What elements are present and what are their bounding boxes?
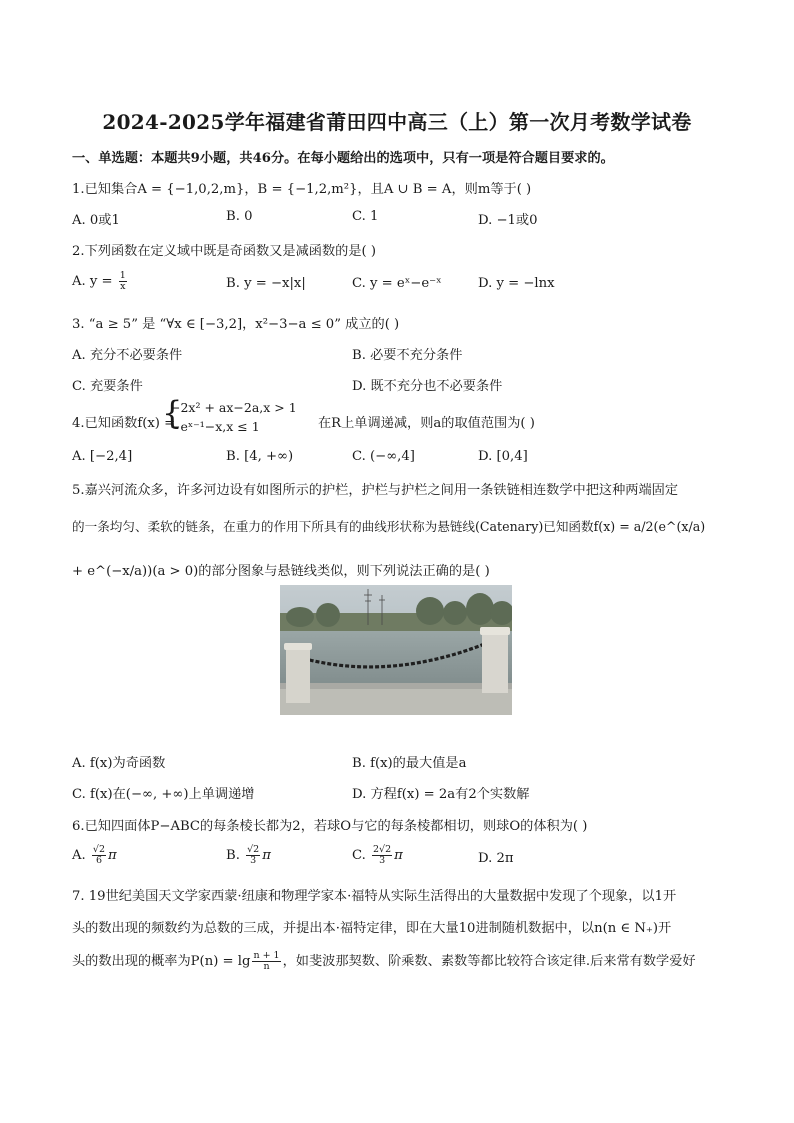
question-7-line-3 [72, 950, 696, 972]
q2-option-a-label: A. y = [72, 274, 117, 289]
q4-option-b[interactable]: B. [4, +∞) [226, 449, 294, 464]
q7-fraction-numerator: n + 1 [253, 950, 280, 961]
q6-option-b-letter: B. [226, 848, 240, 863]
q2-option-c[interactable]: C. y = eˣ−e⁻ˣ [352, 276, 442, 291]
q3-option-d[interactable]: D. 既不充分也不必要条件 [352, 379, 503, 394]
piecewise-brace: { [162, 394, 183, 432]
q6-c-pi: π [394, 848, 403, 863]
q1-option-b[interactable]: B. 0 [226, 209, 253, 224]
section-heading: 一、单选题：本题共9小题，共46分。在每小题给出的选项中，只有一项是符合题目要求的。 [72, 151, 614, 166]
q5-option-d[interactable]: D. 方程f(x) = 2a有2个实数解 [352, 787, 530, 802]
q6-a-numerator: √2 [92, 844, 106, 855]
q4-option-d[interactable]: D. [0,4] [478, 449, 528, 464]
q3-option-a[interactable]: A. 充分不必要条件 [72, 348, 183, 363]
q5-option-a[interactable]: A. f(x)为奇函数 [72, 756, 166, 771]
q4-piece-2: −eˣ⁻¹−x,x ≤ 1 [170, 419, 260, 434]
question-7-line-1: 7. 19世纪美国天文学家西蒙·纽康和物理学家本·福特从实际生活得出的大量数据中发现了个现象，以1开 [72, 889, 677, 904]
q2-option-d[interactable]: D. y = −lnx [478, 276, 555, 291]
question-7-line-2: 头的数出现的频数约为总数的三成，并提出本·福特定律，即在大量10进制随机数据中，以n(n ∈ N₊)开 [72, 921, 672, 936]
q6-a-denominator: 6 [95, 855, 102, 866]
q4-option-a[interactable]: A. [−2,4] [72, 449, 133, 464]
q6-a-pi: π [108, 848, 117, 863]
q2-option-a[interactable] [72, 271, 129, 292]
q6-option-d[interactable]: D. 2π [478, 851, 514, 866]
q7-line-3-suffix: ，如斐波那契数、阶乘数、素数等都比较符合该定律.后来常有数学爱好 [282, 954, 696, 969]
q6-option-a[interactable] [72, 845, 117, 866]
q6-option-b-fraction [246, 845, 260, 866]
question-5-line-2: 的一条均匀、柔软的链条，在重力的作用下所具有的曲线形状称为悬链线(Catenary)已知函数f(x) = a/2(e^(x/a) [72, 519, 706, 534]
q7-line-3-prefix: 头的数出现的概率为P(n) = lg [72, 954, 251, 969]
q6-option-a-fraction [92, 845, 106, 866]
q4-option-c[interactable]: C. (−∞,4] [352, 449, 415, 464]
question-6-stem: 6.已知四面体P−ABC的每条棱长都为2，若球O与它的每条棱都相切，则球O的体积为( ) [72, 819, 588, 834]
question-2-stem: 2.下列函数在定义域中既是奇函数又是减函数的是( ) [72, 244, 376, 259]
q2-fraction-denominator: x [120, 281, 126, 292]
q6-b-denominator: 3 [250, 855, 257, 866]
q6-option-b[interactable] [226, 845, 271, 866]
q6-b-numerator: √2 [247, 844, 260, 855]
guardrail-chain-photo [280, 585, 512, 715]
q1-option-d[interactable]: D. −1或0 [478, 213, 538, 228]
guardrail-chain-illustration [280, 585, 512, 715]
q2-option-b[interactable]: B. y = −x|x| [226, 276, 306, 291]
question-1-stem: 1.已知集合A = {−1,0,2,m}，B = {−1,2,m²}，且A ∪ B = A，则m等于( ) [72, 182, 532, 197]
q7-fraction-denominator: n [263, 961, 270, 972]
q5-option-b[interactable]: B. f(x)的最大值是a [352, 756, 467, 771]
q2-fraction-numerator: 1 [119, 270, 126, 281]
exam-title: 2024-2025学年福建省莆田四中高三（上）第一次月考数学试卷 [102, 110, 692, 134]
q6-option-c[interactable] [352, 845, 403, 866]
q7-fraction [252, 951, 280, 972]
q3-option-b[interactable]: B. 必要不充分条件 [352, 348, 463, 363]
question-3-stem: 3. “a ≥ 5” 是 “∀x ∈ [−3,2]，x²−3−a ≤ 0” 成立的( ) [72, 317, 400, 332]
q6-c-denominator: 3 [379, 855, 386, 866]
question-5-line-1: 5.嘉兴河流众多，许多河边设有如图所示的护栏，护栏与护栏之间用一条铁链相连数学中把这种两端固定 [72, 483, 679, 498]
q5-option-c[interactable]: C. f(x)在(−∞, +∞)上单调递增 [72, 787, 255, 802]
q6-option-c-fraction [372, 845, 392, 866]
q6-option-a-letter: A. [72, 848, 86, 863]
q4-piece-1: −2x² + ax−2a,x > 1 [170, 400, 297, 415]
q1-option-a[interactable]: A. 0或1 [72, 213, 120, 228]
q6-c-numerator: 2√2 [373, 844, 392, 855]
question-4-suffix: 在R上单调递减，则a的取值范围为( ) [318, 416, 535, 431]
q1-option-c[interactable]: C. 1 [352, 209, 379, 224]
question-4-prefix: 4.已知函数f(x) = [72, 416, 176, 431]
question-5-line-3: + e^(−x/a))(a > 0)的部分图象与悬链线类似，则下列说法正确的是( ) [72, 564, 490, 579]
q3-option-c[interactable]: C. 充要条件 [72, 379, 143, 394]
q6-b-pi: π [262, 848, 271, 863]
q2-option-a-fraction [119, 271, 127, 292]
q6-option-c-letter: C. [352, 848, 366, 863]
